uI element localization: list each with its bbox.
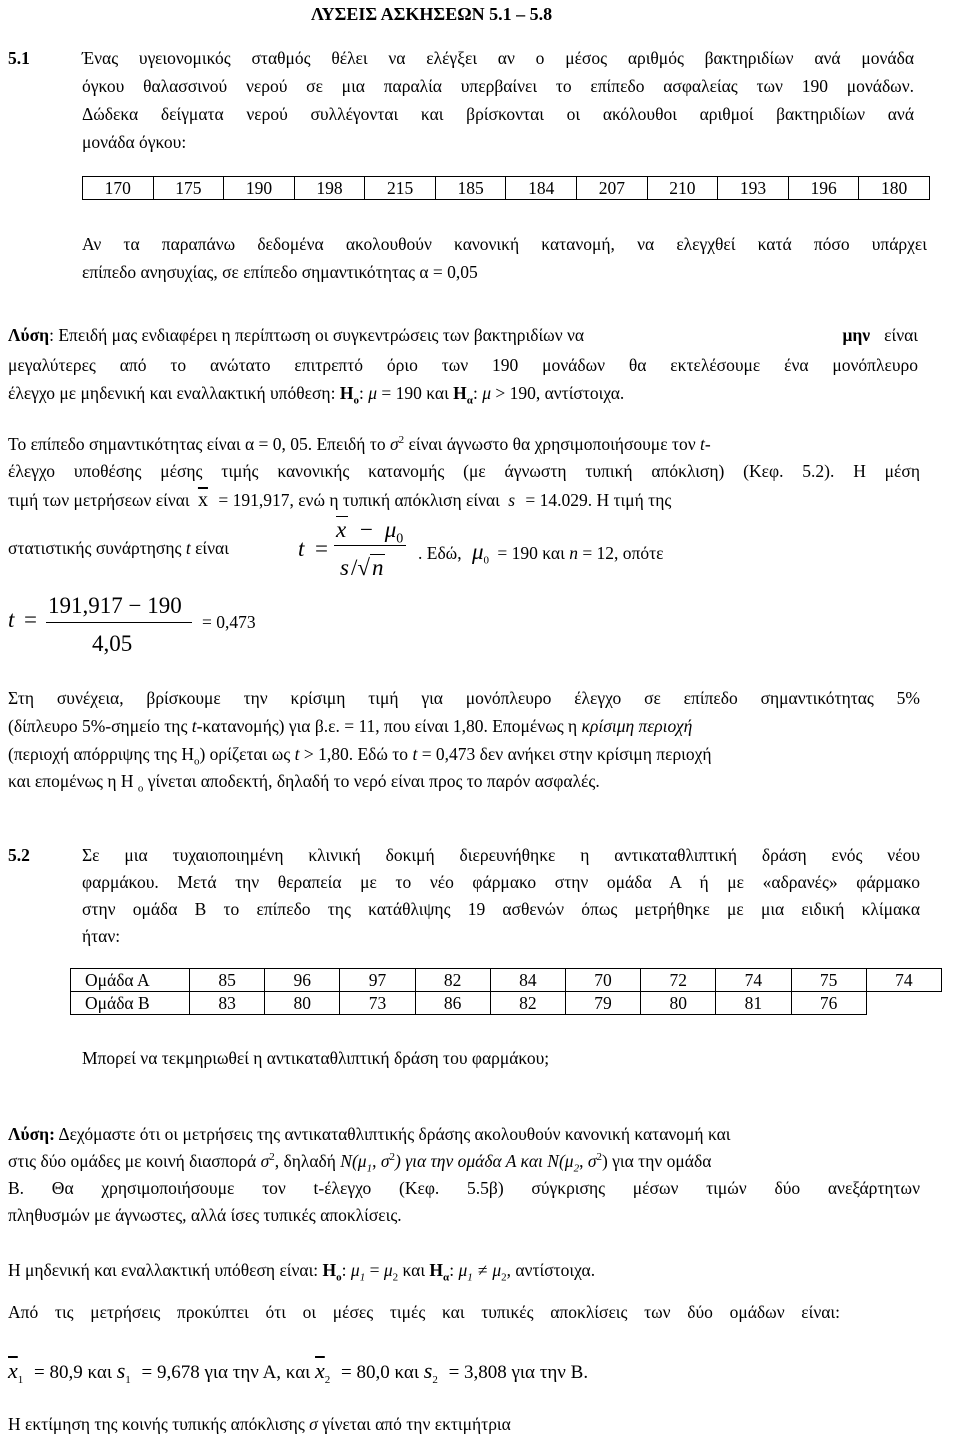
formula-equals: = [315,536,328,561]
text: = [365,1260,384,1280]
solution-text: Β. Θα χρησιμοποιήσουμε τον t-έλεγχο (Κεφ. 5.5β) σύγκρισης μέσων τιμών δύο ανεξάρτητων [8,1178,920,1198]
h-symbol: H [339,383,354,403]
question-text: Μπορεί να τεκμηριωθεί η αντικαταθλιπτική δράση του φαρμάκου; [82,1048,550,1068]
formula-denominator [340,556,385,579]
text: : [472,383,483,403]
text: γίνεται αποδεκτή, δηλαδή το νερό είναι προς το παρόν ασφαλές. [143,771,600,791]
text: (δίπλευρο 5%-σημείο της [8,716,192,736]
text: = 191,917, ενώ η τυπική απόκλιση είναι [218,490,500,510]
table-cell: 81 [716,992,791,1015]
mu-symbol: μ [471,539,484,564]
subscript: o [137,782,144,795]
text: = 3,808 για την Β. [448,1362,589,1383]
question-text: επίπεδο ανησυχίας, σε επίπεδο σημαντικότητας α = 0,05 [82,262,478,282]
table-cell: 196 [788,177,859,200]
solution-label: Λύση: [8,1124,55,1144]
text: = 9,678 για την Α, και [141,1362,316,1383]
text: = 80,0 και [341,1362,424,1383]
superscript: 2 [596,1151,602,1164]
s-symbol: s [116,1358,126,1383]
text: > 190, αντίστοιχα. [490,383,625,403]
slash: / [350,555,358,580]
t-symbol: t [191,716,197,736]
conclusion-text [8,718,920,736]
solution-text: έλεγχο υποθέσης μέσης τιμής κανονικής κατανομής (με άγνωστη τυπική απόκλιση) (Κεφ. 5.2). Η μέση [8,461,920,481]
mu-symbol: μ [368,383,377,403]
calc-result: = 0,473 [202,612,256,632]
significance-line [8,436,923,454]
superscript: 2 [389,1151,395,1164]
text: -κατανομής) για β.ε. = 11, που είναι 1,80. Επομένως η [196,716,582,736]
subscript: 1 [17,1373,24,1386]
text: ) για την ομάδα Α και [395,1151,548,1171]
h-symbol: H [322,1260,337,1280]
text: τιμή των μετρήσεων είναι [8,490,190,510]
exercise-text: στην ομάδα Β το επίπεδο της κατάθλιψης 19 ασθενών όπως μετρήθηκε με μια ειδική κλίμακα [82,899,920,919]
formula-tail [418,539,664,567]
text: , δηλαδή [274,1151,341,1171]
hypothesis-line [8,1260,596,1284]
calc-denominator: 4,05 [92,631,133,656]
t-symbol: t [699,434,705,454]
table-cell: 74 [866,969,941,992]
table-cell: 70 [565,969,640,992]
text: = 80,9 και [34,1362,117,1383]
subscript: 2 [324,1373,331,1386]
fraction-bar [46,622,192,623]
page-title: ΛΥΣΕΙΣ ΑΣΚΗΣΕΩΝ 5.1 – 5.8 [311,4,553,24]
sigma-symbol: σ [587,1151,597,1171]
text: (μ [351,1151,367,1171]
solution-text: Από τις μετρήσεις προκύπτει ότι οι μέσες τιμές και τυπικές αποκλίσεις των δύο ομάδων είναι: [8,1302,840,1322]
mu-symbol: μ [492,1260,502,1280]
text: - [704,434,711,454]
table-cell: 73 [340,992,415,1015]
row-label: Ομάδα Β [71,992,190,1015]
sqrt-icon: √ [357,555,370,580]
exercise-text: ήταν: [82,926,121,946]
table-cell: 86 [415,992,490,1015]
mu-symbol: μ [458,1260,468,1280]
text: = 190 και [377,383,454,403]
h-symbol: H [429,1260,444,1280]
subscript: α [443,1271,450,1284]
text: , [579,1151,588,1171]
t-symbol: t [185,538,191,558]
solution-text: πληθυσμών με άγνωστες, αλλά ίσες τυπικές αποκλίσεις. [8,1205,402,1225]
table-cell: 210 [647,177,718,200]
table-cell: 85 [190,969,265,992]
exercise-number: 5.1 [8,48,30,68]
t-symbol: t [294,744,300,764]
solution-text: μεγαλύτερες από το ανώτατο επιτρεπτό όριο των 190 μονάδων θα εκτελέσουμε ένα μονόπλευρο [8,355,918,375]
x-bar-symbol: $\overline{x}$ [8,1358,18,1383]
question-text: Αν τα παραπάνω δεδομένα ακολουθούν κανονική κατανομή, να ελεγχθεί κατά πόσο υπάρχει [82,234,927,254]
text: (περιοχή απόρριψης της Η [8,744,194,764]
exercise-text: φαρμάκου. Μετά την θεραπεία με το νέο φάρμακο στην ομάδα Α ή με «αδρανές» φάρμακο [82,872,920,892]
text: = 0,473 δεν ανήκει στην κρίσιμη περιοχή [417,744,712,764]
bacteria-data-table [82,176,930,200]
calc-numerator: 191,917 − 190 [48,593,182,618]
subscript: 2 [392,1271,399,1284]
table-cell: 184 [506,177,577,200]
subscript: 2 [501,1271,507,1284]
text: > 1,80. Εδώ το [299,744,413,764]
sigma-symbol: σ [260,1151,270,1171]
table-cell: 190 [224,177,295,200]
table-cell: 76 [791,992,866,1015]
text: , [372,1151,381,1171]
table-cell: 180 [859,177,930,200]
s-symbol: s [508,490,516,510]
formula-intro [8,540,229,558]
h-symbol: H [453,383,467,403]
text: : [449,1260,459,1280]
text: είναι [190,538,229,558]
text: (μ [558,1151,574,1171]
table-cell [866,992,941,1015]
conclusion-text [8,771,600,795]
text: Η εκτίμηση της κοινής τυπικής απόκλισης [8,1414,310,1434]
table-row [83,177,930,200]
conclusion-text: Στη συνέχεια, βρίσκουμε την κρίσιμη τιμή για μονόπλευρο έλεγχο σε επίπεδο σημαντικότητας 5% [8,688,920,708]
exercise-text: όγκου θαλασσινού νερού σε μια παραλία υπερβαίνει το επίπεδο ασφαλείας των 190 μονάδων. [82,76,914,96]
table-cell: 80 [265,992,340,1015]
subscript: o [353,394,359,407]
s-symbol: s [423,1358,433,1383]
means-line [8,1358,589,1386]
text: στις δύο ομάδες με κοινή διασπορά [8,1151,261,1171]
n-symbol: n [371,555,384,580]
subscript: 1 [359,1271,366,1284]
subscript: 2 [573,1162,580,1175]
solution-text [8,1416,511,1434]
solution-paragraph [8,1126,731,1144]
table-cell: 97 [340,969,415,992]
emphasis: μην [842,325,871,345]
table-cell: 80 [641,992,716,1015]
not-equal-symbol: ≠ [477,1260,488,1280]
superscript: 2 [398,434,405,447]
n-symbol: N [547,1151,559,1171]
text: είναι άγνωστο θα χρησιμοποιήσουμε τον [404,434,700,454]
text: και επομένως η Η [8,771,138,791]
superscript: 2 [269,1151,275,1164]
sigma-symbol: σ [380,1151,390,1171]
text: ) ορίζεται ως [199,744,295,764]
table-row [71,992,942,1015]
exercise-text: μονάδα όγκου: [82,132,187,152]
table-cell: 74 [716,969,791,992]
hypothesis-line [8,383,625,407]
mu-symbol: μ [482,383,491,403]
conclusion-text [8,744,923,768]
text: = 190 και [497,543,570,563]
table-cell: 96 [265,969,340,992]
table-cell: 84 [490,969,565,992]
table-cell: 207 [577,177,648,200]
solution-text: : Επειδή μας ενδιαφέρει η περίπτωση οι συγκεντρώσεις των βακτηριδίων να [49,325,585,345]
table-row [71,969,942,992]
subscript: 1 [366,1162,373,1175]
subscript: o [336,1271,342,1284]
text: = 12, οπότε [577,543,664,563]
table-cell: 75 [791,969,866,992]
mu-symbol: μ [383,1260,393,1280]
text: και [398,1260,430,1280]
text: έλεγχο με μηδενική και εναλλακτική υπόθεση: [8,383,340,403]
critical-region: κρίσιμη περιοχή [581,716,693,736]
table-cell: 198 [294,177,365,200]
text: : [358,383,369,403]
solution-paragraph [8,327,918,345]
mean-line [8,490,920,510]
exercise-text: Ένας υγειονομικός σταθμός θέλει να ελέγξει αν ο μέσος αριθμός βακτηριδίων ανά μονάδα [82,48,914,68]
subscript: 0 [396,531,404,547]
mu-symbol: μ [384,517,397,542]
table-cell: 170 [83,177,154,200]
exercise-text: Δώδεκα δείγματα νερού συλλέγονται και βρίσκονται οι ακόλουθοι αριθμοί βακτηριδίων ανά [82,104,914,124]
n-symbol: n [569,543,578,563]
formula-numerator [336,517,404,547]
subscript: 2 [432,1373,438,1386]
t-symbol: t [412,744,418,764]
calc-equals: = [24,607,37,632]
text: στατιστικής συνάρτησης [8,538,186,558]
x-bar-symbol: $\overline{x}$ [315,1358,325,1383]
text: ) για την ομάδα [601,1151,712,1171]
row-label: Ομάδα Α [71,969,190,992]
solution-text [8,1151,920,1175]
text: Η μηδενική και εναλλακτική υπόθεση είναι: [8,1260,323,1280]
sigma-symbol: σ [390,434,399,454]
table-cell: 83 [190,992,265,1015]
n-symbol: N [340,1151,352,1171]
table-cell: 72 [641,969,716,992]
table-cell: 175 [153,177,224,200]
x-symbol: x [336,517,347,542]
text: . Εδώ, [418,543,462,563]
subscript: α [466,394,473,407]
subscript: o [193,755,200,768]
depression-scores-table [70,968,942,1015]
text: γίνεται από την εκτιμήτρια [317,1414,511,1434]
text: , αντίστοιχα. [506,1260,596,1280]
exercise-number: 5.2 [8,845,30,865]
minus: − [359,517,373,542]
text: : [341,1260,351,1280]
exercise-text: Σε μια τυχαιοποιημένη κλινική δοκιμή διερευνήθηκε η αντικαταθλιπτική δράση ενός νέου [82,845,920,865]
formula-t: t [298,536,305,561]
calc-t: t [8,607,15,632]
table-cell: 193 [718,177,789,200]
solution-label: Λύση [8,325,50,345]
sigma-symbol: σ [309,1414,318,1434]
table-cell: 215 [365,177,436,200]
x-bar-symbol: $\overline{x}$ [197,489,208,511]
mu-symbol: μ [350,1260,360,1280]
table-cell: 79 [565,992,640,1015]
solution-text: είναι [884,325,918,345]
s-symbol: s [340,555,349,580]
text: Το επίπεδο σημαντικότητας είναι α = 0, 05. Επειδή το [8,434,390,454]
text: = 14.029. Η τιμή της [525,490,672,510]
text: Δεχόμαστε ότι οι μετρήσεις της αντικαταθλιπτικής δράσης ακολουθούν κανονική κατανομή και [54,1124,731,1144]
subscript: 1 [467,1271,473,1284]
fraction-bar [334,545,406,546]
table-cell: 82 [415,969,490,992]
table-cell: 185 [435,177,506,200]
subscript: 0 [483,554,490,567]
subscript: 1 [125,1373,131,1386]
table-cell: 82 [490,992,565,1015]
